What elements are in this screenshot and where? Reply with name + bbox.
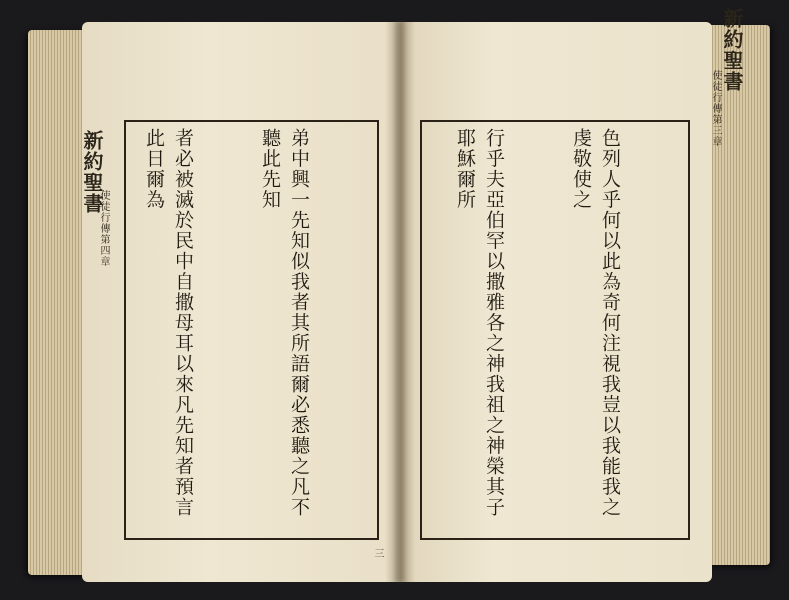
- left-text-block: [132, 128, 371, 532]
- right-column-2: 行乎夫亞伯罕以撒雅各之神我祖之神榮其子耶穌爾所: [454, 128, 505, 518]
- right-text-frame: [420, 120, 690, 540]
- right-edge-title: 新約聖書: [720, 8, 744, 92]
- left-column-1: 弟中興一先知似我者其所語爾必悉聽之凡不聽此先知: [259, 128, 310, 518]
- right-column-1: 色列人乎何以此為奇何注視我豈以我能我之虔敬使之: [570, 128, 621, 518]
- left-edge-title: 新約聖書: [80, 130, 104, 214]
- fold-shadow: [395, 22, 405, 582]
- right-text-block: [428, 128, 682, 532]
- left-edge-subtitle: 使徒行傳第四章: [98, 190, 109, 267]
- left-column-2: 者必被滅於民中自撒母耳以來凡先知者預言此日爾為: [143, 128, 194, 518]
- left-page-number: 三: [372, 548, 383, 558]
- left-text-frame: [124, 120, 379, 540]
- right-edge-subtitle: 使徒行傳第三章: [710, 70, 721, 147]
